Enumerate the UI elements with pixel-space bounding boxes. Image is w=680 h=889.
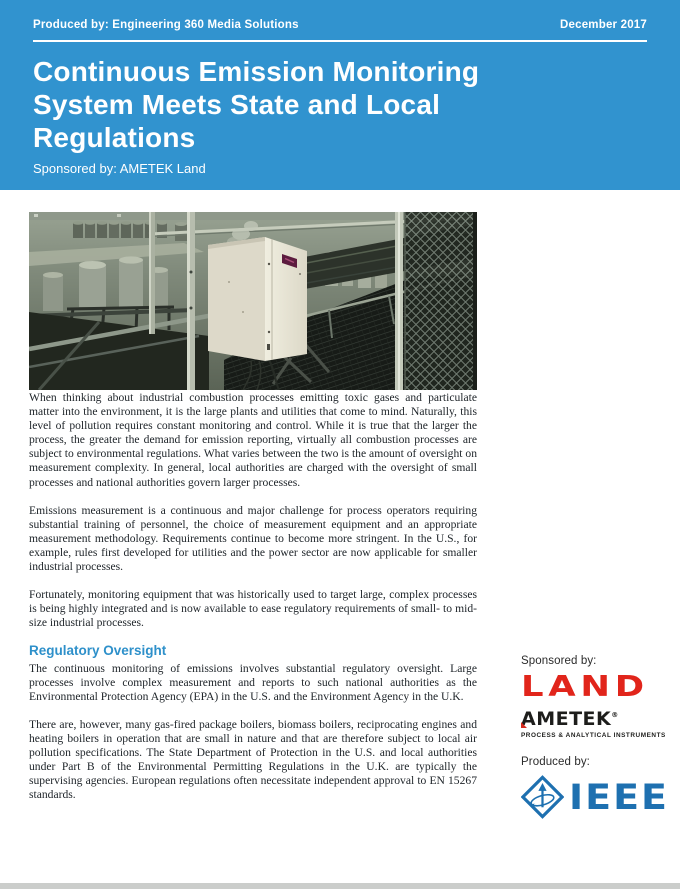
ieee-diamond-icon [521, 774, 564, 820]
paragraph-3: Fortunately, monitoring equipment that was historically used to target large, complex processes is being highly integrated and is now available to ease regulatory requirements of small- to mid-size industrial processes. [29, 588, 477, 630]
ametek-logo-text: AMETEK [521, 708, 612, 730]
header-divider [33, 40, 647, 42]
paragraph-2: Emissions measurement is a continuous and major challenge for process operators requiring substantial training of personnel, the choice of measurement equipment and an appropriate measurement methodology. Requirements continue to become more stringent. In the U.S., for example, rules first developed for utilities and the power sector are now applicable for smaller industrial processes. [29, 503, 477, 574]
paragraph-4: The continuous monitoring of emissions involves substantial regulatory oversight. Large processes involve complex measurement and reports to such national authorities as the Environmental Protection Agency (EPA) in the U.S. and the Environment Agency in the U.K. [29, 661, 477, 703]
paragraph-1: When thinking about industrial combustion processes emitting toxic gases and particulate matter into the environment, it is the large plants and utilities that come to mind. Naturally, this level of pollution requires constant monitoring and control. While it is true that the larger the process, the greater the demand for emission reporting, virtually all combustion processes are subject to environmental regulations. What varies between the two is the amount of oversight on measurement complexity. In general, local authorities are charged with the oversight of small processes and national authorities govern larger processes. [29, 391, 477, 489]
produced-by-label: Produced by: [521, 756, 590, 768]
section-heading-regulatory-oversight: Regulatory Oversight [29, 643, 167, 659]
article-body [29, 391, 477, 816]
registered-mark: ® [611, 711, 619, 719]
ieee-logo [521, 774, 669, 820]
land-logo-text: LAND [521, 670, 649, 704]
produced-by-credit: Produced by: Engineering 360 Media Solutions [33, 19, 299, 31]
sponsored-by-label: Sponsored by: [521, 655, 597, 667]
page-title: Continuous Emission Monitoring System Meets State and Local Regulations [33, 56, 480, 153]
paragraph-5: There are, however, many gas-fired package boilers, biomass boilers, reciprocating engines and heating boilers in operation that are small in nature and that are therefore subject to local air pollution specifications. The State Department of Protection in the U.S. and local authorities under Part B of the Environmental Permitting Regulations in the U.K. are typically the supervising agencies. European regulations often necessitate independent approval to EN 15267 standards. [29, 717, 477, 802]
ametek-tagline: PROCESS & ANALYTICAL INSTRUMENTS [521, 732, 666, 739]
sponsor-sidebar [521, 655, 669, 820]
industrial-plant-photo-illustration [29, 212, 477, 390]
header-banner [0, 0, 680, 190]
issue-date: December 2017 [560, 19, 647, 31]
sponsor-line: Sponsored by: AMETEK Land [33, 161, 206, 176]
ametek-logo [521, 710, 669, 729]
page-bottom-edge [0, 883, 680, 889]
ametek-red-accent-icon [521, 722, 527, 728]
article-photo [29, 212, 477, 390]
land-logo [521, 670, 680, 704]
top-bar [33, 0, 647, 31]
ieee-logo-text: IEEE [568, 776, 669, 818]
